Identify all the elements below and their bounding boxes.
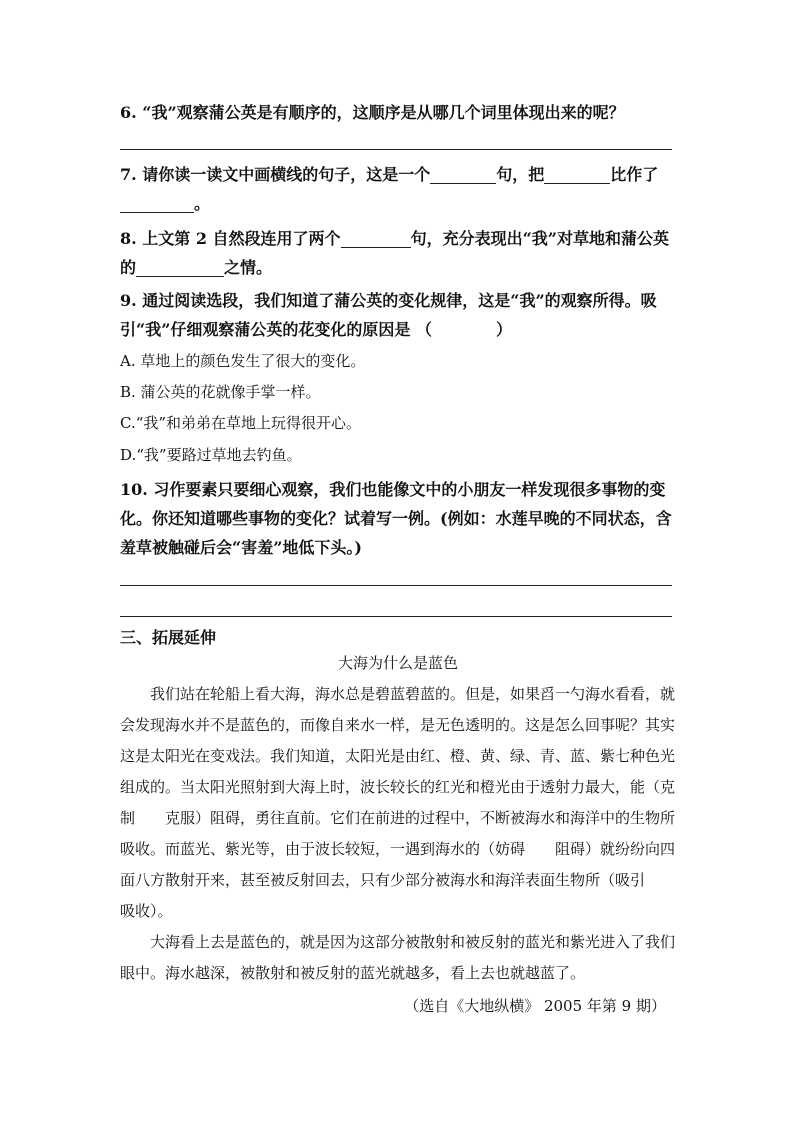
q8-blank-2[interactable] bbox=[136, 258, 224, 277]
question-8 bbox=[120, 224, 680, 282]
question-9: 9. 通过阅读选段，我们知道了蒲公英的变化规律，这是“我”的观察所得。吸引“我”仔细观察蒲公英的花变化的原因是 （ ） bbox=[120, 291, 657, 339]
answer-line-q6[interactable] bbox=[120, 149, 672, 150]
question-10: 10. 习作要素只要细心观察，我们也能像文中的小朋友一样发现很多事物的变化。你还知道哪些事物的变化？试着写一例。(例如：水莲早晚的不同状态，含羞草被触碰后会“害羞”地低下头。) bbox=[120, 480, 672, 557]
q8-text-c: 之情。 bbox=[224, 258, 273, 277]
q7-text-c: 比作了 bbox=[610, 165, 659, 184]
answer-line-q10-2[interactable] bbox=[120, 616, 672, 617]
q8-blank-1[interactable] bbox=[341, 229, 411, 248]
article-paragraph-2: 大海看上去是蓝色的，就是因为这部分被散射和被反射的蓝光和紫光进入了我们眼中。海水越深，被散射和被反射的蓝光就越多，看上去也就越蓝了。 bbox=[120, 933, 676, 982]
question-7 bbox=[120, 160, 680, 218]
question-6: 6. “我”观察蒲公英是有顺序的，这顺序是从哪几个词里体现出来的呢？ bbox=[120, 103, 625, 122]
q7-blank-1[interactable] bbox=[430, 165, 496, 184]
q9-option-a[interactable]: A. 草地上的颜色发生了很大的变化。 bbox=[120, 352, 366, 370]
q7-blank-2[interactable] bbox=[544, 165, 610, 184]
q7-blank-3[interactable] bbox=[120, 194, 194, 213]
q8-text-b: 句，充分表现出“我”对草地和蒲公英的 bbox=[120, 229, 669, 277]
section-title: 三、拓展延伸 bbox=[120, 628, 217, 647]
q7-text-b: 句，把 bbox=[496, 165, 545, 184]
article-paragraph-1: 我们站在轮船上看大海，海水总是碧蓝碧蓝的。但是，如果舀一勺海水看看，就会发现海水并不是蓝色的，而像自来水一样，是无色透明的。这是怎么回事呢？其实这是太阳光在变戏法。我们知道，太阳光是由红、橙、黄、绿、青、蓝、紫七种色光组成的。当太阳光照射到大海上时，波长较长的红光和橙光由于透射力最大，能（克制 克服）阻碍，勇往直前。它们在前进的过程中，不断被海水和海洋中的生物所吸收。而蓝光、紫光等，由于波长较短，一遇到海水的（妨碍 阻碍）就纷纷向四面八方散射开来，甚至被反射回去，只有少部分被海水和海洋表面生物所（吸引 吸收）。 bbox=[120, 685, 676, 920]
q9-option-d[interactable]: D.“我”要路过草地去钓鱼。 bbox=[120, 446, 302, 464]
q7-text-a: 7. 请你读一读文中画横线的句子，这是一个 bbox=[120, 165, 431, 184]
q7-text-d: 。 bbox=[194, 194, 211, 213]
answer-line-q10-1[interactable] bbox=[120, 585, 672, 586]
article-source: （选自《大地纵横》 2005 年第 9 期） bbox=[404, 997, 666, 1015]
q8-text-a: 8. 上文第 2 自然段连用了两个 bbox=[120, 229, 341, 248]
q9-option-b[interactable]: B. 蒲公英的花就像手掌一样。 bbox=[120, 383, 321, 401]
article-title: 大海为什么是蓝色 bbox=[337, 654, 458, 672]
q9-option-c[interactable]: C.“我”和弟弟在草地上玩得很开心。 bbox=[120, 414, 362, 432]
